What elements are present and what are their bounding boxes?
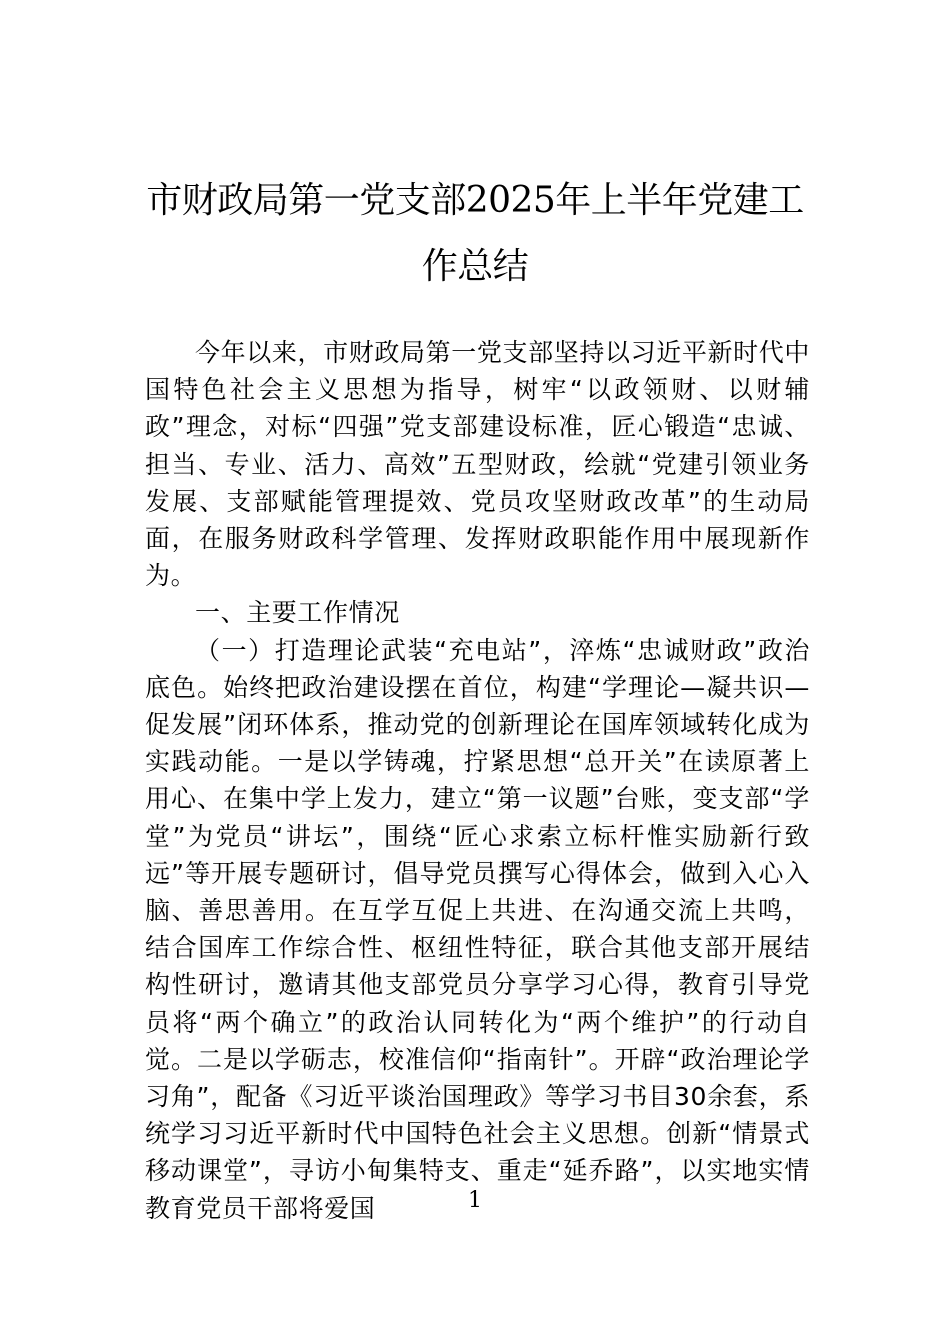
section-paragraph: （一）打造理论武装“充电站”，淬炼“忠诚财政”政治底色。始终把政治建设摆在首位，构建“学理论—凝共识—促发展”闭环体系，推动党的创新理论在国库领域转化成为实践动能。一是以学铸魂，拧紧思想“总开关”在读原著上用心、在集中学上发力，建立“第一议题”台账，变支部“学堂”为党员“讲坛”，围绕“匠心求索立标杆惟实励新行致远”等开展专题研讨，倡导党员撰写心得体会，做到入心入脑、善思善用。在互学互促上共进、在沟通交流上共鸣，结合国库工作综合性、枢纽性特征，联合其他支部开展结构性研讨，邀请其他支部党员分享学习心得，教育引导党员将“两个确立”的政治认同转化为“两个维护”的行动自觉。二是以学砺志，校准信仰“指南针”。开辟“政治理论学习角”，配备《习近平谈治国理政》等学习书目30余套，系统学习习近平新时代中国特色社会主义思想。创新“情景式移动课堂”，寻访小甸集特支、重走“延乔路”，以实地实情教育党员干部将爱国 (145, 635, 810, 1223)
document-title: 市财政局第一党支部2025年上半年党建工作总结 (146, 180, 804, 287)
intro-paragraph: 今年以来，市财政局第一党支部坚持以习近平新时代中国特色社会主义思想为指导，树牢“以政领财、以财辅政”理念，对标“四强”党支部建设标准，匠心锻造“忠诚、担当、专业、活力、高效”五型财政，绘就“党建引领业务发展、支部赋能管理提效、党员攻坚财政改革”的生动局面，在服务财政科学管理、发挥财政职能作用中展现新作为。 (145, 338, 810, 591)
section-heading: 一、主要工作情况 (195, 598, 400, 628)
document-body (145, 334, 810, 1227)
page-number: 1 (468, 1188, 482, 1213)
